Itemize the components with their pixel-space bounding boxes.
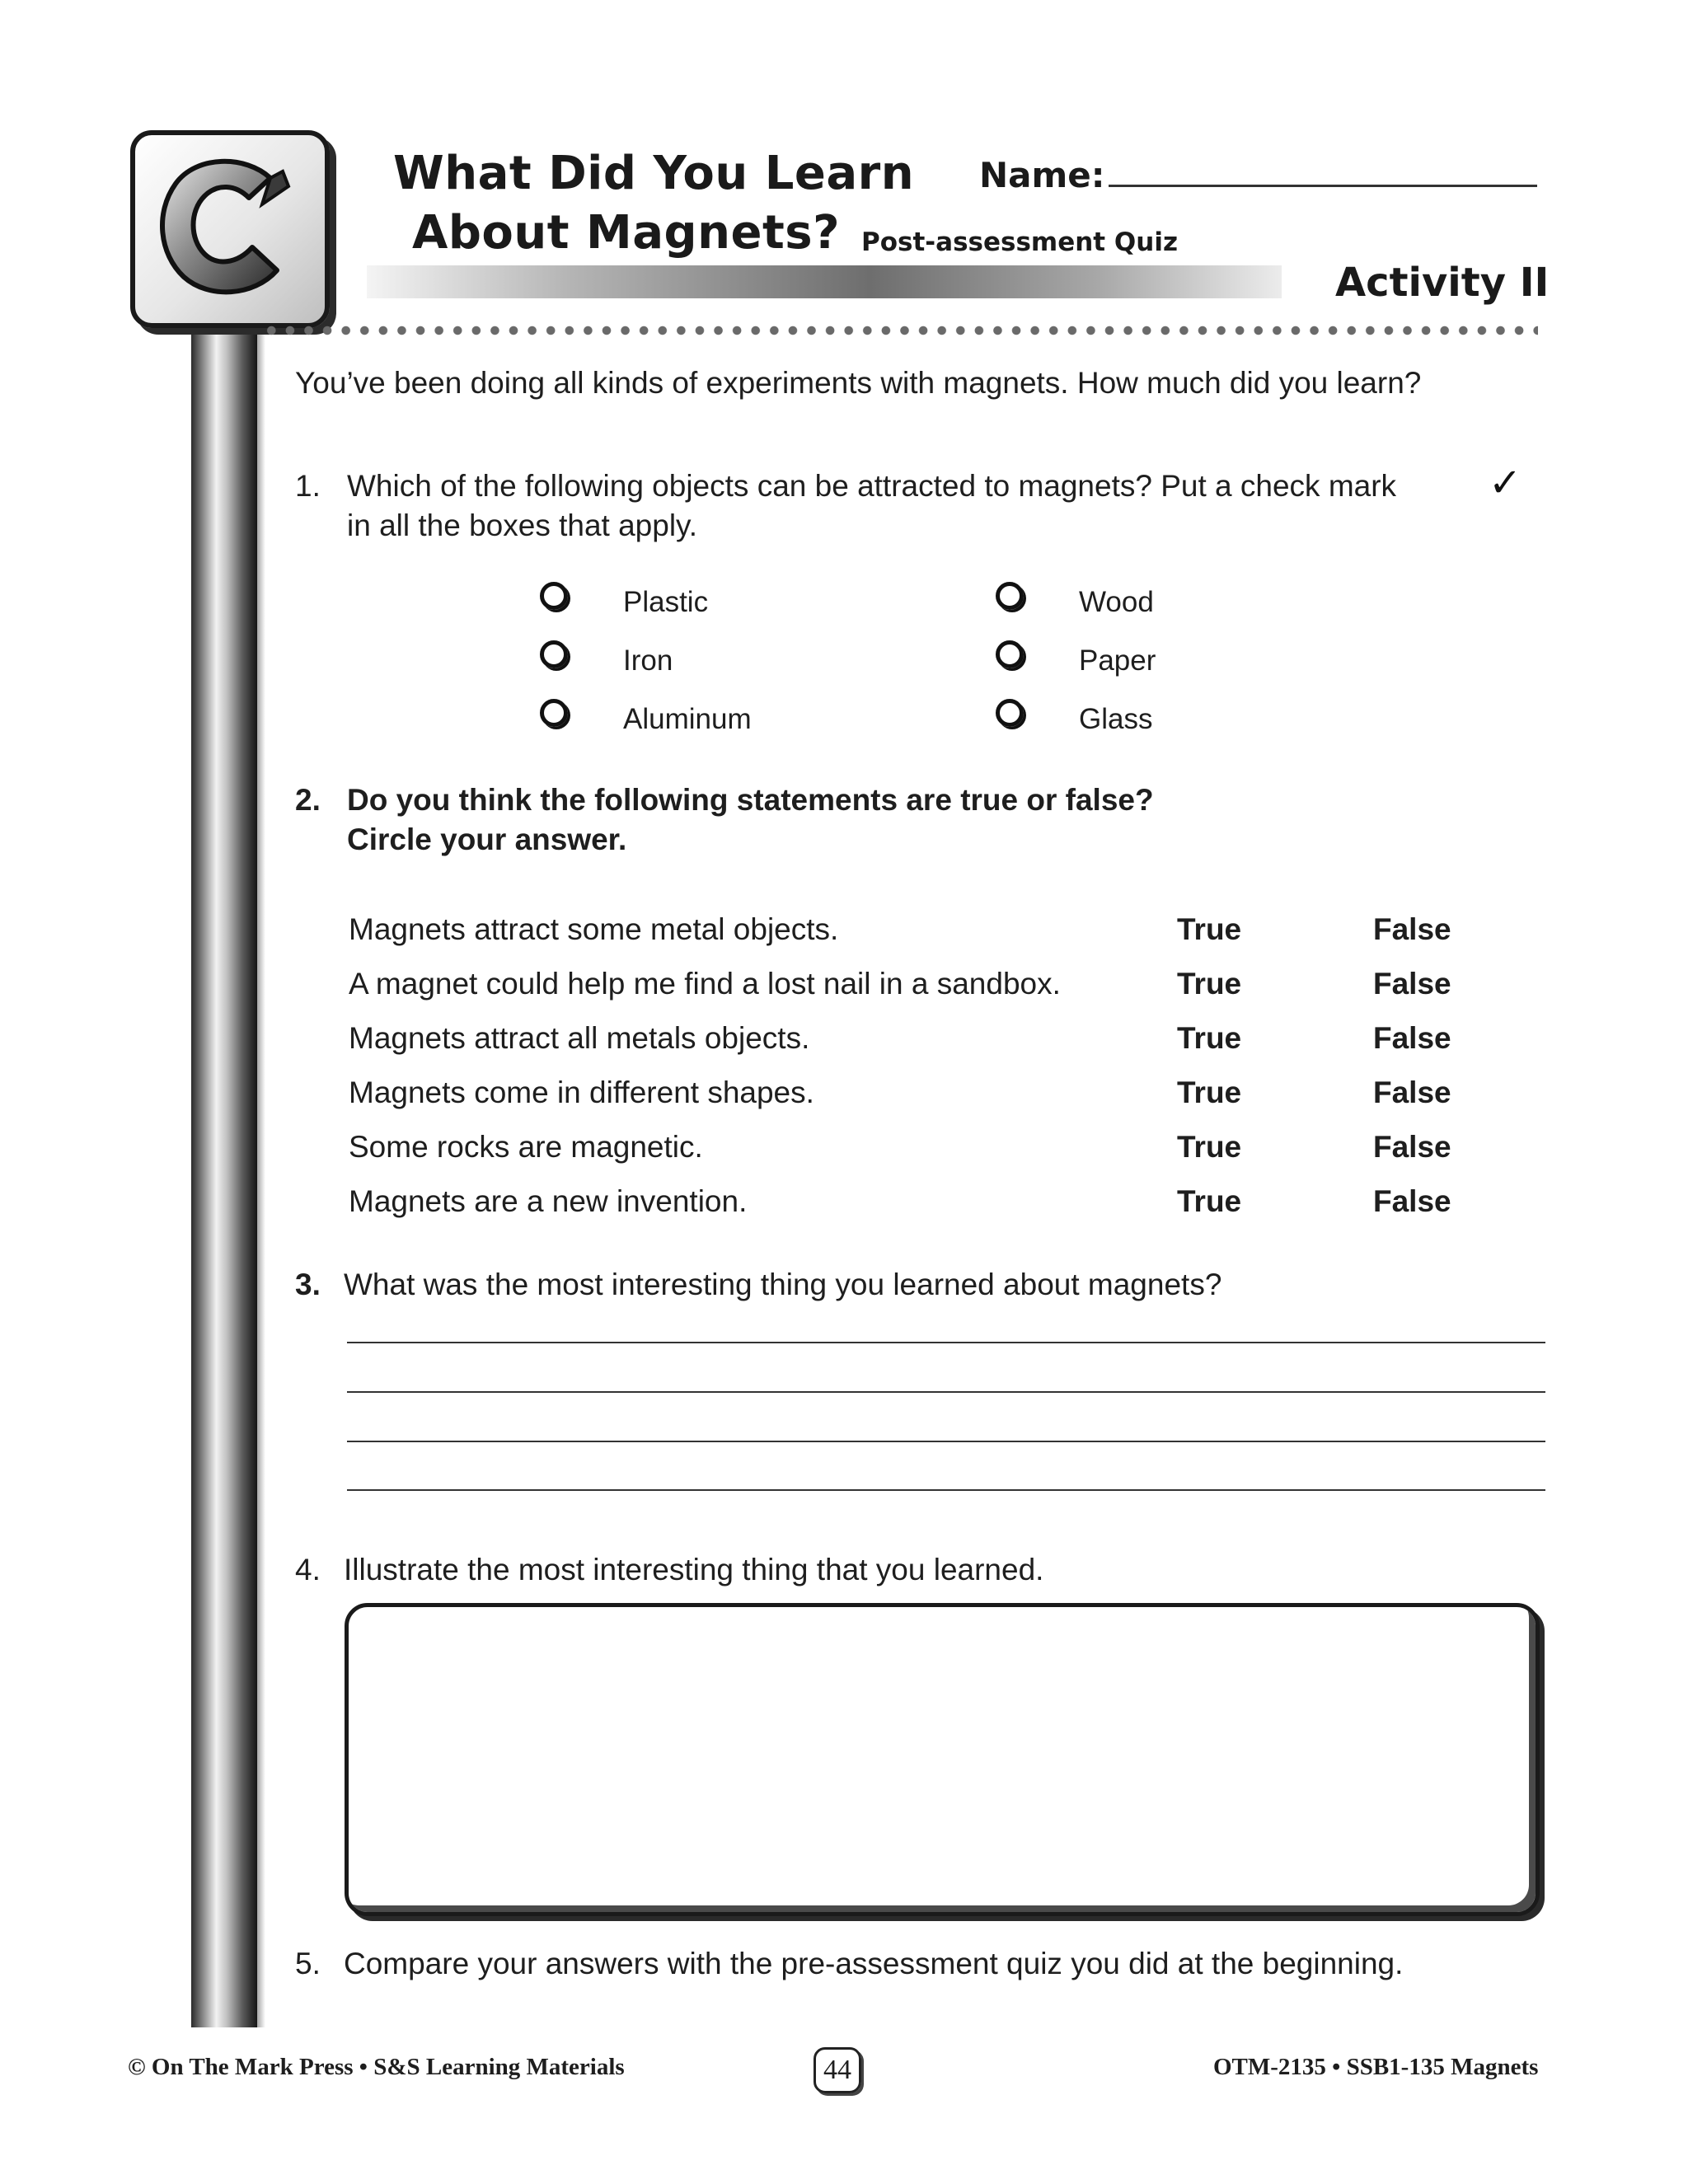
- q2-number: 2.: [295, 783, 321, 817]
- false-option[interactable]: False: [1373, 1076, 1451, 1109]
- circle-checkbox-icon[interactable]: [540, 582, 568, 610]
- letter-c-icon: [147, 147, 303, 303]
- statement-text: Magnets attract all metals objects.: [349, 1021, 810, 1055]
- option-label-iron: Iron: [623, 644, 673, 677]
- false-option[interactable]: False: [1373, 1021, 1451, 1055]
- statement-text: Magnets are a new invention.: [349, 1184, 748, 1218]
- circle-checkbox-icon[interactable]: [996, 640, 1024, 668]
- q3-text: What was the most interesting thing you learned about magnets?: [344, 1268, 1222, 1301]
- true-option[interactable]: True: [1177, 1021, 1242, 1055]
- option-label-aluminum: Aluminum: [623, 703, 752, 735]
- section-letter-tile: [130, 130, 330, 328]
- false-option[interactable]: False: [1373, 1184, 1451, 1218]
- pole-shadow: [257, 247, 265, 2027]
- intro-text: You’ve been doing all kinds of experiments with magnets. How much did you learn?: [295, 366, 1422, 400]
- false-option[interactable]: False: [1373, 967, 1451, 1001]
- q2-text-line-1: Do you think the following statements are true or false?: [347, 783, 1154, 817]
- false-option[interactable]: False: [1373, 1130, 1451, 1164]
- q1-text-line-1: Which of the following objects can be attracted to magnets? Put a check mark: [347, 469, 1397, 503]
- option-label-glass: Glass: [1079, 703, 1153, 735]
- activity-label: Activity II: [1335, 260, 1550, 306]
- page-title-line-2: About Magnets?: [412, 206, 841, 260]
- circle-checkbox-icon[interactable]: [996, 699, 1024, 727]
- q5-text: Compare your answers with the pre-assessment quiz you did at the beginning.: [344, 1947, 1404, 1980]
- statement-text: Some rocks are magnetic.: [349, 1130, 703, 1164]
- option-label-paper: Paper: [1079, 644, 1156, 677]
- illustration-box[interactable]: [345, 1603, 1540, 1916]
- true-option[interactable]: True: [1177, 967, 1242, 1001]
- option-label-wood: Wood: [1079, 586, 1154, 618]
- header-gradient-bar: [367, 265, 1282, 298]
- answer-line[interactable]: [347, 1441, 1545, 1442]
- true-option[interactable]: True: [1177, 1130, 1242, 1164]
- q4-number: 4.: [295, 1553, 321, 1586]
- q5-number: 5.: [295, 1947, 321, 1980]
- true-option[interactable]: True: [1177, 1184, 1242, 1218]
- option-label-plastic: Plastic: [623, 586, 709, 618]
- footer-product-code: OTM-2135 • SSB1-135 Magnets: [1213, 2054, 1539, 2080]
- statement-text: Magnets come in different shapes.: [349, 1076, 814, 1109]
- q1-text-line-2: in all the boxes that apply.: [347, 509, 698, 542]
- q4-text: Illustrate the most interesting thing that you learned.: [344, 1553, 1044, 1586]
- check-mark-icon: ✓: [1489, 460, 1522, 506]
- statement-text: Magnets attract some metal objects.: [349, 912, 839, 946]
- circle-checkbox-icon[interactable]: [540, 699, 568, 727]
- dotted-divider: [262, 325, 1538, 336]
- decorative-pole: [191, 247, 257, 2027]
- true-option[interactable]: True: [1177, 912, 1242, 946]
- name-label: Name:: [979, 155, 1105, 195]
- answer-line[interactable]: [347, 1489, 1545, 1491]
- circle-checkbox-icon[interactable]: [996, 582, 1024, 610]
- page-number-badge: 44: [814, 2047, 861, 2093]
- q1-number: 1.: [295, 469, 321, 503]
- name-field-line[interactable]: [1109, 185, 1537, 187]
- circle-checkbox-icon[interactable]: [540, 640, 568, 668]
- q3-number: 3.: [295, 1268, 321, 1301]
- q2-text-line-2: Circle your answer.: [347, 823, 627, 856]
- statement-text: A magnet could help me find a lost nail in a sandbox.: [349, 967, 1061, 1001]
- answer-line[interactable]: [347, 1342, 1545, 1343]
- answer-line[interactable]: [347, 1391, 1545, 1393]
- footer-publisher: © On The Mark Press • S&S Learning Materials: [128, 2054, 625, 2080]
- page-subtitle: Post-assessment Quiz: [861, 227, 1179, 257]
- page-title-line-1: What Did You Learn: [393, 147, 915, 200]
- false-option[interactable]: False: [1373, 912, 1451, 946]
- true-option[interactable]: True: [1177, 1076, 1242, 1109]
